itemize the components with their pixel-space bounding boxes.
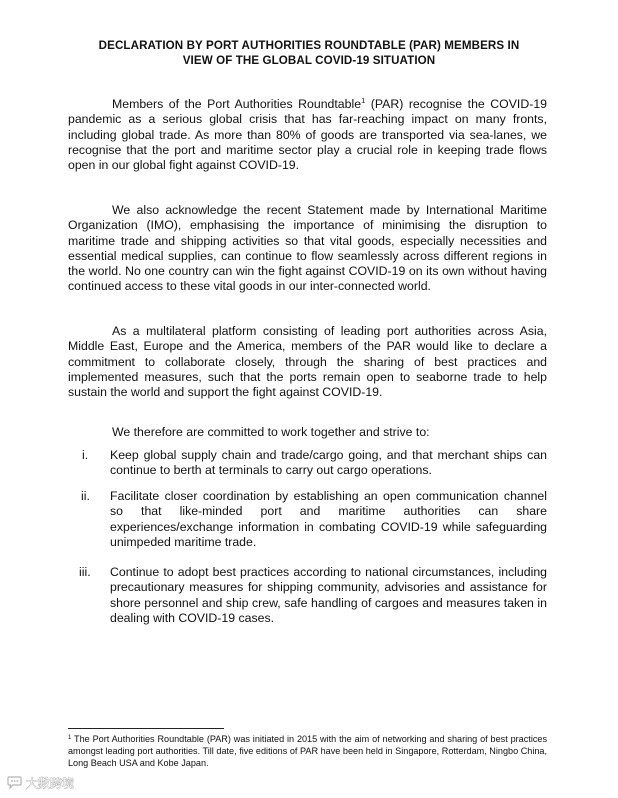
- commitment-number: ii.: [81, 489, 90, 503]
- commitment-item: [68, 448, 547, 480]
- paragraph-imo-statement: We also acknowledge the recent Statement made by International Maritime Organization (IMO), emphasising the importance of minimising the disruption to maritime trade and shipping activities so that vital goods, especially necessities and essential medical supplies, can continue to flow seamlessly across different regions in the world. No one country can win the fight against COVID-19 on its own without having continued access to these vital goods in our inter-connected world.: [68, 203, 547, 294]
- footnote-marker: 1: [68, 735, 72, 741]
- commitment-number: i.: [82, 448, 89, 462]
- watermark: [6, 775, 90, 791]
- footnote-text: The Port Authorities Roundtable (PAR) was initiated in 2015 with the aim of networking and sharing of best practices amongst leading port authorities. Till date, five editions of PAR have been held in Singapore, Rotterdam, Ningbo China, Long Beach USA and Kobe Japan.: [68, 734, 547, 769]
- commitment-text: Facilitate closer coordination by establishing an open communication channel so that like-minded port and maritime authorities can share experiences/exchange information in combating COVID-19 while safeguarding unimpeded maritime trade.: [110, 489, 547, 549]
- paragraph-1-rest: (PAR) recognise the COVID-19 pandemic as a serious global crisis that has far-reaching impact on many fronts, including global trade. As more than 80% of goods are transported via sea-lanes, we recognise that the port and maritime sector play a crucial role in keeping trade flows open in our global fight against COVID-19.: [68, 97, 547, 173]
- footnote-reference[interactable]: 1: [361, 96, 366, 105]
- document-title: [60, 38, 558, 68]
- speech-bubble-logo-icon: [6, 776, 24, 790]
- paragraph-multilateral-platform: As a multilateral platform consisting of leading port authorities across Asia, Middle East, Europe and the America, members of the PAR would like to declare a commitment to collaborate closely, through the sharing of best practices and implemented measures, such that the ports remain open to seaborne trade to help sustain the world and support the fight against COVID-19.: [68, 324, 547, 400]
- paragraph-1-start: Members of the Port Authorities Roundtable: [112, 97, 362, 111]
- commitment-number: iii.: [79, 565, 91, 579]
- commitment-item: [68, 489, 547, 551]
- commitment-item: [68, 565, 547, 627]
- title-line-2: VIEW OF THE GLOBAL COVID-19 SITUATION: [182, 54, 436, 67]
- commitment-text: Continue to adopt best practices according to national circumstances, including precautionary measures for shipping community, advisories and assistance for shore personnel and ship crew, safe handling of cargoes and measures taken in dealing with COVID-19 cases.: [110, 565, 547, 625]
- footnote: [68, 733, 547, 770]
- footnote-divider: [68, 728, 224, 729]
- title-line-1: DECLARATION BY PORT AUTHORITIES ROUNDTABLE (PAR) MEMBERS IN: [98, 39, 520, 52]
- commitment-text: Keep global supply chain and trade/cargo going, and that merchant ships can continue to berth at terminals to carry out cargo operations.: [110, 448, 547, 478]
- watermark-logotype: [26, 775, 90, 791]
- watermark-text: 大數跨境: [26, 776, 75, 791]
- paragraph-commitment-intro: We therefore are committed to work together and strive to:: [112, 425, 430, 439]
- paragraph-recognition: [68, 97, 547, 173]
